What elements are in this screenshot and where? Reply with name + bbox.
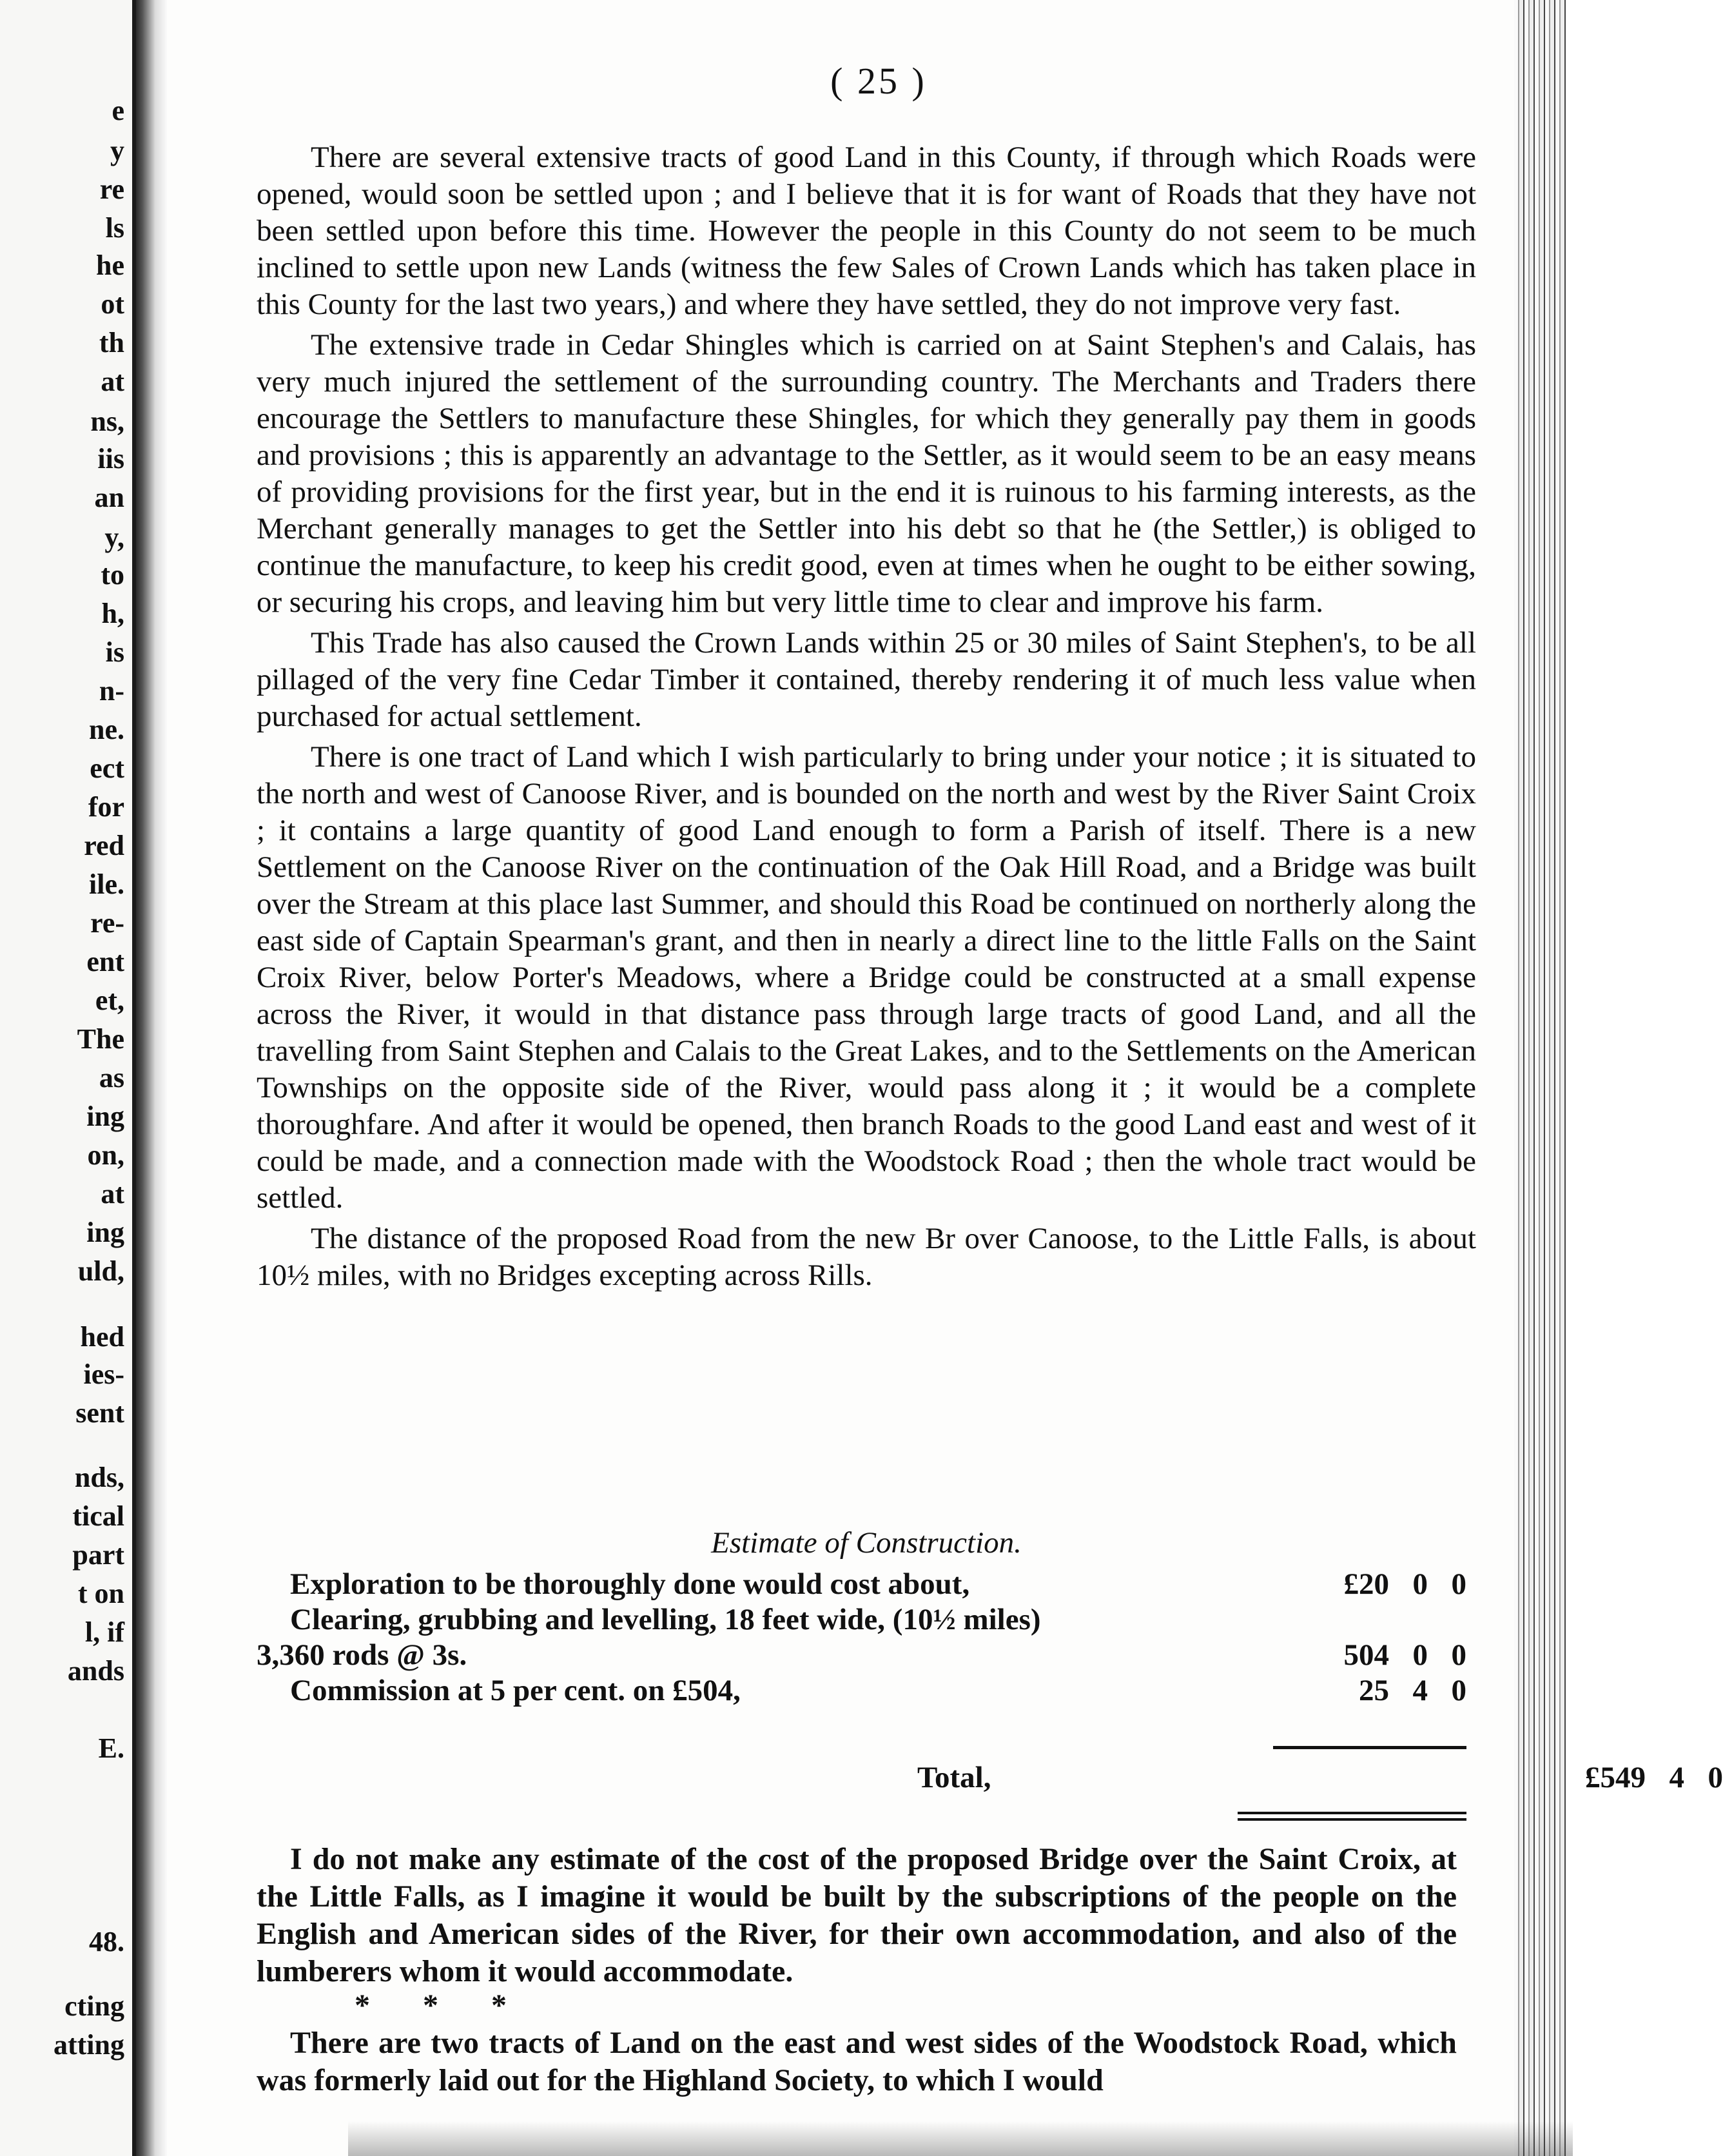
left-page-word-fragment: 48. [89, 1926, 124, 1957]
estimate-row [257, 1567, 1476, 1602]
total-pounds: £549 [1585, 1761, 1646, 1794]
paragraph-crown-lands: This Trade has also caused the Crown Lands within 25 or 30 miles of Saint Stephen's, to be all pillaged of the very fine Cedar Timber it contained, thereby rendering it of much less value when purchased for actual settlement. [257, 626, 1476, 733]
page-number: ( 25 ) [830, 60, 927, 102]
left-page-word-fragment: ile. [89, 868, 124, 900]
left-page-word-fragment: is [105, 636, 124, 668]
left-page-word-fragment: hed [80, 1321, 124, 1353]
left-page-word-fragment: ing [86, 1217, 124, 1248]
total-amount [1530, 1760, 1723, 1795]
left-page-word-fragment: at [101, 366, 124, 397]
total-double-rule-bottom [1238, 1818, 1466, 1821]
estimate-shillings: 0 [1412, 1638, 1428, 1672]
estimate-pence: 0 [1451, 1567, 1466, 1601]
left-page-word-fragment: th [99, 327, 124, 358]
paragraph-woodstock-road: There are two tracts of Land on the east and west sides of the Woodstock Road, which was formerly laid out for the Highland Society, to which I would [257, 2026, 1457, 2097]
paragraph-canoose-tract: There is one tract of Land which I wish particularly to bring under your notice ; it is situated to the north and west of Canoose River, and is bounded on the north and west by the River Saint Croix ; it contains a large quantity of good Land enough to form a Parish of itself. There is a new Settlement on the Canoose River on the continuation of the Oak Hill Road, and a Bridge was built over the Stream at this place last Summer, and should this Road be continued on northerly along the east side of Captain Spearman's grant, and then in nearly a direct line to the little Falls on the Saint Croix River, below Porter's Meadows, where a Bridge could be constructed at a small expense across the River, it would in that distance pass through large tracts of good Land, and all the travelling from Saint Stephen and Calais to the Great Lakes, and to the Settlements on the American Townships on the opposite side of the River, would pass along it ; it would be a complete thoroughfare. And after it would be opened, then branch Roads to the good Land east and west of it could be made, and a connection made with the Woodstock Road ; then the whole tract would be settled. [257, 740, 1476, 1215]
left-page-word-fragment: y, [104, 522, 124, 553]
left-page-word-fragment: as [99, 1062, 124, 1093]
estimate-title: Estimate of Construction. [711, 1526, 1022, 1560]
body-text [257, 139, 1476, 1294]
paragraph-road-distance: The distance of the proposed Road from the new Br over Canoose, to the Little Falls, is about 10½ miles, with no Bridges excepting across Rills. [257, 1222, 1476, 1292]
estimate-row-amount [1273, 1673, 1466, 1709]
total-double-rule-top [1238, 1812, 1466, 1814]
left-page-word-fragment: nds, [74, 1462, 124, 1493]
left-page-word-fragment: iis [97, 443, 124, 475]
left-page-word-fragment: e [112, 95, 124, 126]
left-page-word-fragment: red [84, 830, 124, 861]
left-page-word-fragment: for [88, 791, 124, 823]
paragraph-cedar-shingles: The extensive trade in Cedar Shingles which is carried on at Saint Stephen's and Calais, has very much injured the settlement of the surrounding country. The Merchants and Traders there encourage the Settlers to manufacture these Shingles, for which they generally pay them in goods and provisions ; this is apparently an advantage to the Settler, as it would seem to be an easy means of providing provisions for the first year, but in the end it is ruinous to his farming interests, as the Merchant generally manages to get the Settler into his debt so that he (the Settler,) is obliged to continue the manufacture, to keep his credit good, even at times when he ought to be either sowing, or securing his crops, and leaving him but very little time to clear and improve his farm. [257, 328, 1476, 619]
book-gutter [136, 0, 167, 2156]
estimate-row-desc: Exploration to be thoroughly done would cost about, [290, 1567, 970, 1601]
left-page-word-fragment: y [110, 135, 124, 166]
left-page-word-fragment: on, [87, 1139, 124, 1171]
estimate-shillings: 4 [1412, 1674, 1428, 1707]
left-page-word-fragment: ns, [90, 406, 124, 437]
page-edge-margin [1566, 0, 1604, 2156]
estimate-pence: 0 [1451, 1638, 1466, 1672]
left-page-word-fragment: cting [64, 1990, 124, 2022]
bottom-shadow [348, 2121, 1573, 2156]
left-page-word-fragment: he [96, 250, 124, 281]
estimate-row [257, 1602, 1476, 1638]
left-page-word-fragment: The [77, 1023, 124, 1055]
left-page-word-fragment: atting [54, 2029, 124, 2061]
left-page-word-fragment: t on [77, 1578, 124, 1609]
left-page-word-fragment: ne. [89, 714, 124, 745]
estimate-row [257, 1638, 1476, 1673]
left-page-word-fragment: ls [105, 212, 124, 244]
left-page-word-fragment: uld, [77, 1255, 124, 1287]
left-page-word-fragment: sent [75, 1397, 124, 1429]
section-asterisks: * * * [355, 1988, 507, 2023]
left-page-word-fragment: part [72, 1539, 124, 1571]
estimate-pence: 0 [1451, 1674, 1466, 1707]
estimate-row-desc: 3,360 rods @ 3s. [257, 1638, 467, 1672]
left-page-word-fragment: an [94, 482, 124, 513]
estimate-pounds: £20 [1343, 1567, 1389, 1601]
left-page-fragment [0, 0, 136, 2156]
total-pence: 0 [1708, 1761, 1723, 1794]
left-page-word-fragment: ing [86, 1101, 124, 1132]
final-section [257, 2024, 1457, 2099]
left-page-word-fragment: h, [101, 598, 124, 629]
left-page-word-fragment: ect [90, 752, 124, 784]
left-page-word-fragment: E. [98, 1732, 124, 1764]
estimate-row-amount [1273, 1567, 1466, 1602]
left-page-word-fragment: ies- [83, 1358, 124, 1390]
paragraph-bridge-estimate: I do not make any estimate of the cost of the proposed Bridge over the Saint Croix, at the Little Falls, as I imagine it would be built by the subscriptions of the people on the English and American sides of the River, for their own accommodation, and also of the lumberers whom it would accommodate. [257, 1842, 1457, 1988]
left-page-word-fragment: to [101, 559, 124, 591]
left-page-word-fragment: tical [72, 1500, 124, 1532]
paragraph-roads: There are several extensive tracts of good Land in this County, if through which Roads were opened, would soon be settled upon ; and I believe that it is for want of Roads that they have not been settled upon before this time. However the people in this County do not seem to be much inclined to settle upon new Lands (witness the few Sales of Crown Lands which has taken place in this County for the last two years,) and where they have settled, they do not improve very fast. [257, 141, 1476, 321]
left-page-word-fragment: ands [67, 1655, 124, 1687]
closing-section [257, 1841, 1457, 1990]
left-page-word-fragment: ent [86, 946, 124, 977]
left-page-word-fragment: re- [90, 907, 124, 939]
estimate-shillings: 0 [1412, 1567, 1428, 1601]
left-page-word-fragment: ot [101, 288, 124, 320]
estimate-pounds: 25 [1359, 1674, 1389, 1707]
total-label: Total, [917, 1761, 991, 1794]
estimate-table [257, 1567, 1476, 1709]
estimate-pounds: 504 [1343, 1638, 1389, 1672]
left-page-word-fragment: at [101, 1178, 124, 1210]
left-page-word-fragment: l, if [84, 1616, 124, 1648]
estimate-row-desc: Commission at 5 per cent. on £504, [290, 1674, 741, 1707]
estimate-row-desc: Clearing, grubbing and levelling, 18 feet wide, (10½ miles) [290, 1603, 1041, 1636]
estimate-row-amount [1273, 1638, 1466, 1673]
sum-rule [1273, 1746, 1466, 1749]
estimate-row [257, 1673, 1476, 1709]
left-page-word-fragment: re [99, 173, 124, 205]
left-page-word-fragment: n- [99, 675, 124, 707]
left-page-word-fragment: et, [95, 985, 124, 1016]
total-shillings: 4 [1669, 1761, 1684, 1794]
